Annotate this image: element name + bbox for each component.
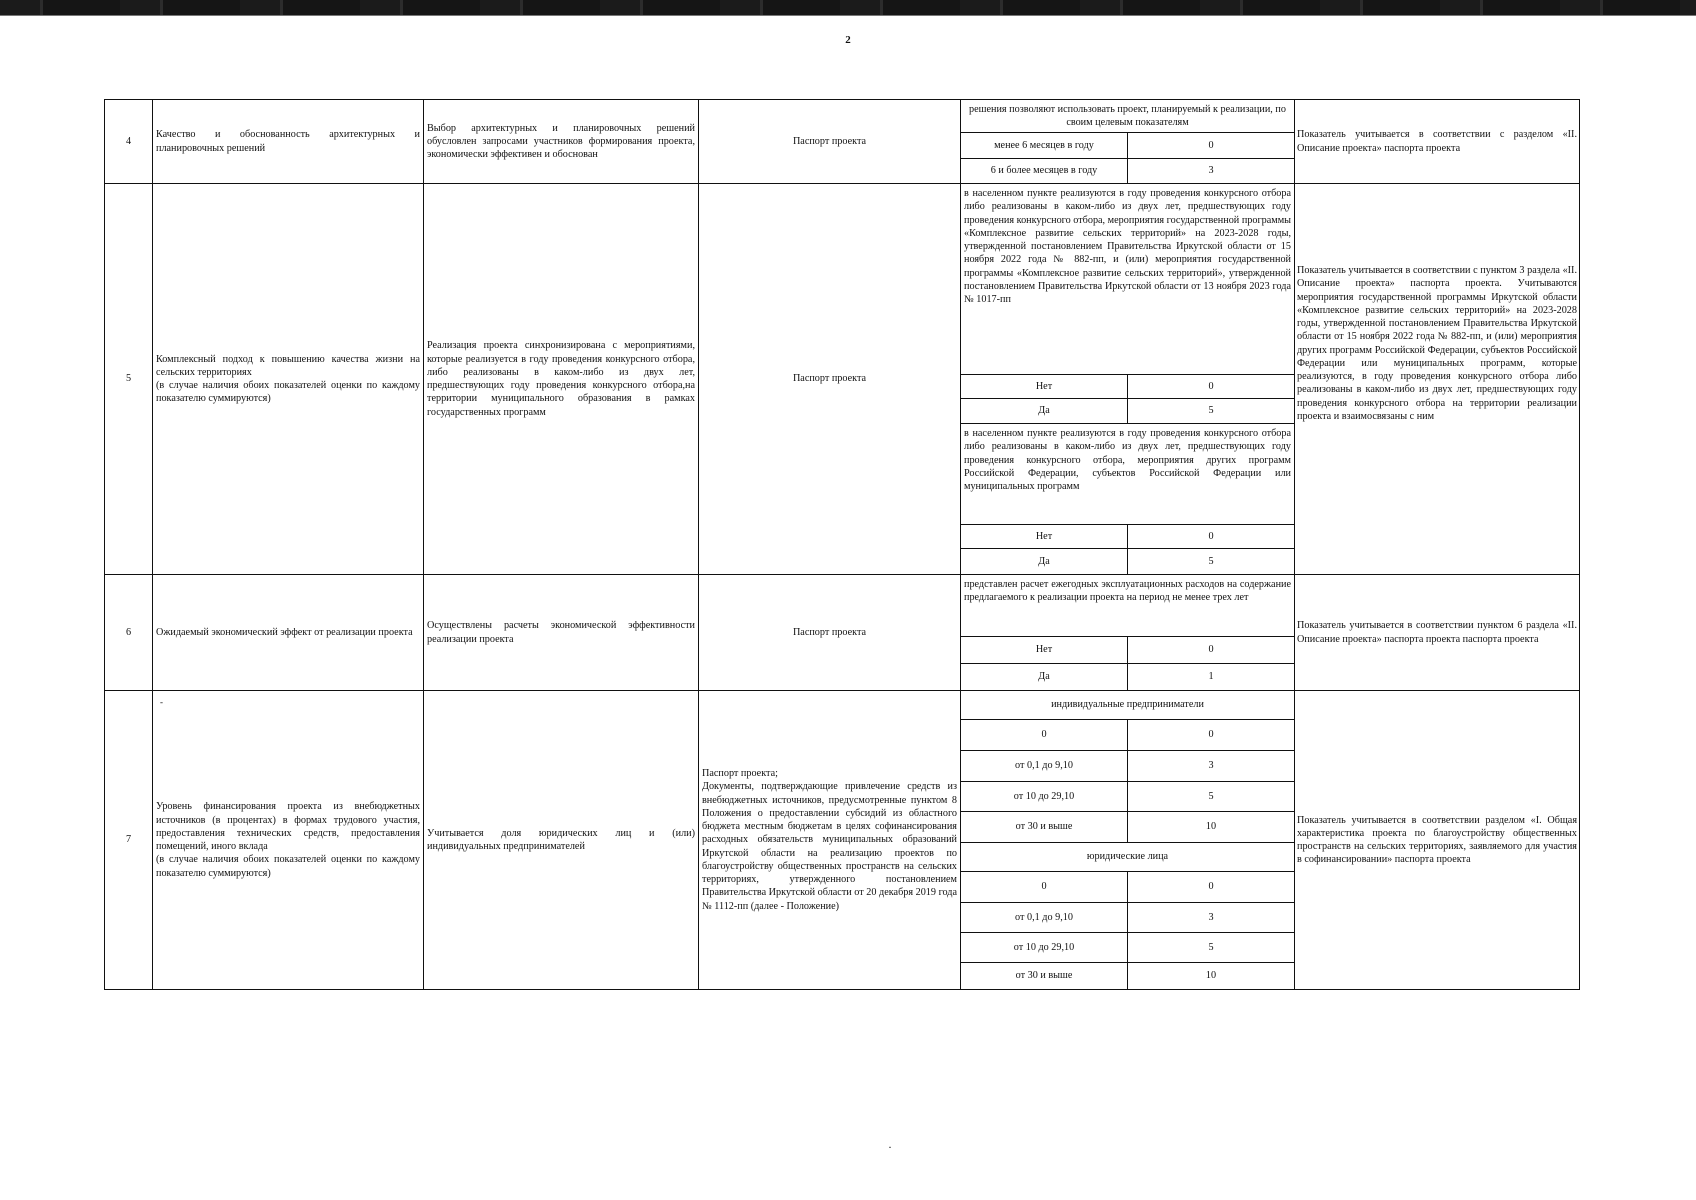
comment-cell: Показатель учитывается в соответствии с пунктом 3 раздела «II. Описание проекта» паспорта проекта. Учитываются мероприятия государственной программы Иркутской области «Комплексное развитие сельских территорий» на 2023-2028 годы, утвержденной постановлением Правительства Иркутской области от 15 ноября 2022 года № 882-пп, и (или) мероприятия других программ Российской Федерации, субъектов Российской Федерации или муниципальных программ, которые реализуются, в году проведения конкурсного отбора либо реализованы в каком-либо из двух лет, предшествующих году проведения конкурсного отбора на территории реализации проекта и взаимосвязаны с ним: [1295, 184, 1580, 575]
criterion-note: (в случае наличия обоих показателей оценки по каждому показателю суммируются): [156, 854, 420, 879]
table-row: [105, 691, 1580, 990]
option-points: 1: [1208, 671, 1214, 683]
option-row: [961, 751, 1294, 782]
source-cell: Паспорт проекта: [699, 184, 961, 575]
option-label: 6 и более месяцев в году: [961, 159, 1128, 183]
criterion-cell: Качество и обоснованность архитектурных и планировочных решений: [153, 100, 424, 184]
condition-cell: [961, 691, 1295, 990]
source-cell: [699, 691, 961, 990]
option-label: от 10 до 29,10: [961, 782, 1128, 811]
description-cell: Реализация проекта синхронизирована с мероприятиями, которые реализуется в году проведения конкурсного отбора, либо реализованы в каком-либо из двух лет, предшествующих году проведения конкурсного отбора,на территории муниципального образования в рамках государственных программ: [424, 184, 699, 575]
option-row: [961, 399, 1294, 424]
option-label: 0: [961, 720, 1128, 750]
row-number: 7: [105, 691, 153, 990]
description-cell: Выбор архитектурных и планировочных решений обусловлен запросами участников формирования проекта, экономически эффективен и обоснован: [424, 100, 699, 184]
option-row: [961, 933, 1294, 963]
option-points: 3: [1208, 760, 1214, 772]
comment-cell: Показатель учитывается в соответствии с разделом «II. Описание проекта» паспорта проекта: [1295, 100, 1580, 184]
row-number: 4: [105, 100, 153, 184]
option-points: 10: [1205, 821, 1217, 833]
option-points: 10: [1205, 970, 1217, 982]
option-label: от 10 до 29,10: [961, 933, 1128, 962]
option-label: Да: [961, 549, 1128, 574]
option-points: 0: [1208, 139, 1214, 151]
option-row: [961, 525, 1294, 549]
option-points: 0: [1208, 729, 1214, 741]
scan-mark: ·: [888, 1140, 892, 1154]
scan-top-strip: [0, 0, 1696, 16]
option-row: [961, 133, 1294, 159]
option-points: 5: [1208, 941, 1214, 953]
condition-cell: [961, 100, 1295, 184]
row-number: 5: [105, 184, 153, 575]
criterion-cell: Ожидаемый экономический эффект от реализации проекта: [153, 575, 424, 691]
option-row: [961, 872, 1294, 903]
criterion-note: (в случае наличия обоих показателей оценки по каждому показателю суммируются): [156, 380, 420, 405]
table-row: [105, 184, 1580, 575]
option-row: [961, 637, 1294, 664]
condition-text: в населенном пункте реализуются в году проведения конкурсного отбора либо реализованы в каком-либо из двух лет, предшествующих году проведения конкурсного отбора, мероприятия других программ Российской Федерации, субъектов Российской Федерации или муниципальных программ: [961, 424, 1294, 525]
option-points: 3: [1208, 165, 1214, 177]
option-label: менее 6 месяцев в году: [961, 133, 1128, 158]
criterion-cell: [153, 184, 424, 575]
option-label: от 30 и выше: [961, 812, 1128, 842]
criterion-text: Комплексный подход к повышению качества жизни на сельских территориях: [156, 353, 420, 378]
option-points: 5: [1208, 405, 1214, 417]
option-points: 0: [1208, 881, 1214, 893]
option-points: 3: [1208, 911, 1214, 923]
option-row: [961, 549, 1294, 574]
scan-mark: -: [160, 697, 163, 707]
table-row: [105, 575, 1580, 691]
option-row: [961, 963, 1294, 989]
condition-cell: [961, 184, 1295, 575]
option-row: [961, 159, 1294, 183]
option-label: Нет: [961, 375, 1128, 398]
page-number: 2: [845, 34, 851, 46]
option-label: от 0,1 до 9,10: [961, 903, 1128, 932]
option-label: от 0,1 до 9,10: [961, 751, 1128, 781]
source-title: Паспорт проекта;: [702, 768, 778, 780]
description-cell: Осуществлены расчеты экономической эффективности реализации проекта: [424, 575, 699, 691]
source-text: Документы, подтверждающие привлечение средств из внебюджетных источников, предусмотренные пунктом 8 Положения о предоставлении субсидий из областного бюджета местным бюджетам в целях софинансирования расходных обязательств муниципальных образований Иркутской области на реализацию проектов по благоустройству общественных пространств на сельских территориях, утвержденного постановлением Правительства Иркутской области от 20 декабря 2019 года № 1112-пп (далее - Положение): [702, 781, 957, 912]
criterion-cell: [153, 691, 424, 990]
option-points: 0: [1208, 380, 1214, 392]
source-cell: Паспорт проекта: [699, 575, 961, 691]
comment-cell: Показатель учитывается в соответствии разделом «I. Общая характеристика проекта по благоустройству общественных пространств на сельских территориях, заявляемого для участия в софинансировании» паспорта проекта: [1295, 691, 1580, 990]
option-row: [961, 812, 1294, 843]
option-row: [961, 720, 1294, 751]
condition-text: в населенном пункте реализуются в году проведения конкурсного отбора либо реализованы в каком-либо из двух лет, предшествующих году проведения конкурсного отбора, мероприятия государственной программы «Комплексное развитие сельских территорий» на 2023-2028 годы, утвержденной постановлением Правительства Иркутской области от 15 ноября 2022 года № 882-пп, и (или) мероприятия государственной программы «Комплексное развитие сельских территорий», утвержденной постановлением Правительства Иркутской области от 13 ноября 2023 года № 1017-пп: [961, 184, 1294, 375]
criteria-table: [104, 99, 1580, 990]
option-label: Нет: [961, 525, 1128, 548]
option-label: Да: [961, 664, 1128, 690]
source-cell: Паспорт проекта: [699, 100, 961, 184]
group-label: юридические лица: [961, 843, 1294, 872]
option-row: [961, 375, 1294, 399]
comment-cell: Показатель учитывается в соответствии пунктом 6 раздела «II. Описание проекта» паспорта проекта паспорта проекта: [1295, 575, 1580, 691]
option-points: 0: [1208, 644, 1214, 656]
option-row: [961, 664, 1294, 690]
description-cell: Учитывается доля юридических лиц и (или) индивидуальных предпринимателей: [424, 691, 699, 990]
option-points: 5: [1208, 790, 1214, 802]
option-points: 5: [1208, 555, 1214, 567]
criterion-text: Уровень финансирования проекта из внебюджетных источников (в процентах) в формах трудового участия, предоставления технических средств, предоставления помещений, иного вклада: [156, 801, 420, 852]
row-number: 6: [105, 575, 153, 691]
option-row: [961, 903, 1294, 933]
condition-cell: [961, 575, 1295, 691]
table-row: [105, 100, 1580, 184]
option-points: 0: [1208, 530, 1214, 542]
option-row: [961, 782, 1294, 812]
condition-text: решения позволяют использовать проект, планируемый к реализации, по своим целевым показателям: [961, 100, 1294, 133]
group-label: индивидуальные предприниматели: [961, 691, 1294, 720]
option-label: 0: [961, 872, 1128, 902]
option-label: Нет: [961, 637, 1128, 663]
condition-text: представлен расчет ежегодных эксплуатационных расходов на содержание предлагаемого к реализации проекта на период не менее трех лет: [961, 575, 1294, 637]
option-label: от 30 и выше: [961, 963, 1128, 989]
option-label: Да: [961, 399, 1128, 423]
